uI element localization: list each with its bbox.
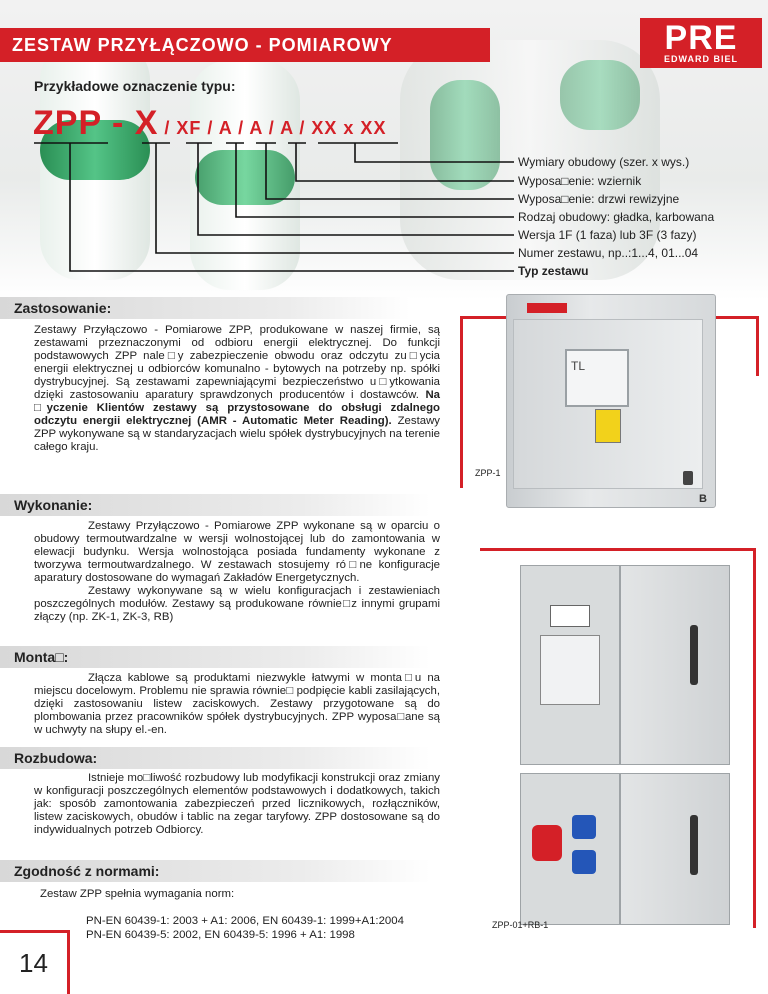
type-code-rest: / XF / A / A / A / XX x XX <box>164 118 387 138</box>
section-text-montaz <box>34 672 440 737</box>
type-code <box>33 104 386 148</box>
cabinet-label-sticker <box>527 303 567 313</box>
section-heading-rozbudowa: Rozbudowa: <box>0 747 430 769</box>
red-socket-icon <box>532 825 562 861</box>
photo-caption: ZPP-1 <box>475 468 501 478</box>
paragraph-bold-text: Na □yczenie Klientów zestawy są przystosowane do obsługi zdalnego odczytu energii elektrycznej (AMR - Automatic Meter Reading). <box>34 389 440 427</box>
norm-item: PN-EN 60439-1: 2003 + A1: 2006, EN 60439-1: 1999+A1:2004 <box>86 915 404 927</box>
paragraph-text: Zestawy wykonywane są w wielu konfiguracjach i zestawieniach poszczególnych modułów. Zestawy są produkowane równie□z innymi grupami złączy (np. ZK-1, ZK-3, RB) <box>34 585 440 623</box>
background-tube-band <box>430 80 500 190</box>
cabinet-upper-door <box>620 565 730 765</box>
cabinet-lower-door <box>620 773 730 925</box>
legend-item: Wersja 1F (1 faza) lub 3F (3 fazy) <box>518 228 697 242</box>
norm-item: PN-EN 60439-5: 2002, EN 60439-5: 1996 + A1: 1998 <box>86 929 355 941</box>
paragraph-text: Zestawy Przyłączowo - Pomiarowe ZPP, produkowane w naszej firmie, są zestawami przeznaczonymi od odbioru energii elektrycznej. Do funkcji podstawowych ZPP nale□y zabezpieczenie obwodu oraz odczytu zu□ycia energii elektrycznej u odbiorców komunalno - bytowych na potrzeby np. spółki dystrybucyjnej. Są zestawami zapewniającymi bezpieczeństwo u□ytkowania dzięki zastosowaniu aparatury sprawdzonych producentów i dostawców. <box>34 324 440 401</box>
paragraph-text: Zestawy Przyłączowo - Pomiarowe ZPP wykonane są w oparciu o obudowy termoutwardzalne w wersji wolnostojącej lub do zamontowania w elewacji budynku. Wersja wolnostojąca posiada fundamenty wykonane z tworzywa termoutwardzalnego. W zestawach stosujemy ró□ne konfiguracje aparatury dostosowane do wymagań Zakładów Energetycznych. <box>34 520 440 584</box>
background-tube-band <box>195 150 295 205</box>
background-tube-band <box>560 60 640 130</box>
photo-caption: ZPP-01+RB-1 <box>492 920 549 930</box>
legend-item: Rodzaj obudowy: gładka, karbowana <box>518 210 715 224</box>
legend-item: Wyposa□enie: wziernik <box>518 174 642 188</box>
section-text-wykonanie <box>34 520 440 624</box>
circuit-breakers <box>550 605 590 627</box>
lock-icon <box>683 471 693 485</box>
company-logo <box>640 18 762 68</box>
page-title: ZESTAW PRZYŁĄCZOWO - POMIAROWY <box>12 34 393 55</box>
type-code-main: ZPP - X <box>33 104 159 142</box>
paragraph-text: Istnieje mo□liwość rozbudowy lub modyfikacji konstrukcji oraz zmiany w konfiguracji poszczególnych elementów podstawowych i dodatkowych, takich jak: sposób zamontowania zabezpieczeń przed licznikowych, rozłączników, listew zaciskowych, obudów i tablic na zegar taryfowy. ZPP dostosowane są do indywidualnych potrzeb Odbiorcy. <box>34 772 440 836</box>
energy-meter <box>540 635 600 705</box>
legend-item: Wymiary obudowy (szer. x wys.) <box>518 155 690 169</box>
section-text-rozbudowa <box>34 772 440 837</box>
cabinet-window <box>565 349 629 407</box>
page-number: 14 <box>0 930 70 994</box>
section-text-zastosowanie <box>34 324 440 454</box>
paragraph-text: Zestawy ZPP wykonywane są w standaryzacjach wielu spółek dystrybucyjnych na terenie całego kraju. <box>34 415 440 453</box>
title-bar <box>0 28 490 62</box>
cabinet-mark: B <box>699 493 707 505</box>
legend-item: Wyposa□enie: drzwi rewizyjne <box>518 192 680 206</box>
section-heading-normy: Zgodność z normami: <box>0 860 430 882</box>
section-heading-montaz: Monta□: <box>0 646 430 668</box>
section-heading-wykonanie: Wykonanie: <box>0 494 430 516</box>
legend-item: Typ zestawu <box>518 264 589 278</box>
cabinet-photo-zpp-01-rb-1 <box>520 565 750 925</box>
door-handle-icon <box>690 625 698 685</box>
paragraph-text: Złącza kablowe są produktami niezwykle łatwymi w monta□u na miejscu docelowym. Problemu nie sprawia równie□ podpięcie kabli zasilających, dzięki zastosowaniu listew zaciskowych. Zestawy przygotowane są do plombowania przez pracowników spółek dystrybucyjnych. ZPP wyposa□ane są w uchwyty na słupy el.-en. <box>34 672 440 736</box>
blue-socket-icon <box>572 850 596 874</box>
norms-intro: Zestaw ZPP spełnia wymagania norm: <box>40 888 235 900</box>
blue-socket-icon <box>572 815 596 839</box>
legend-item: Numer zestawu, np..:1...4, 01...04 <box>518 246 699 260</box>
warning-sign-icon <box>595 409 621 443</box>
logo-sub: EDWARD BIEL <box>664 54 738 64</box>
cabinet-window-label: TL <box>571 359 586 373</box>
door-handle-icon <box>690 815 698 875</box>
logo-main: PRE <box>664 19 738 57</box>
type-subtitle: Przykładowe oznaczenie typu: <box>34 78 236 94</box>
cabinet-photo-zpp-1 <box>506 294 716 508</box>
section-heading-zastosowanie: Zastosowanie: <box>0 297 410 319</box>
